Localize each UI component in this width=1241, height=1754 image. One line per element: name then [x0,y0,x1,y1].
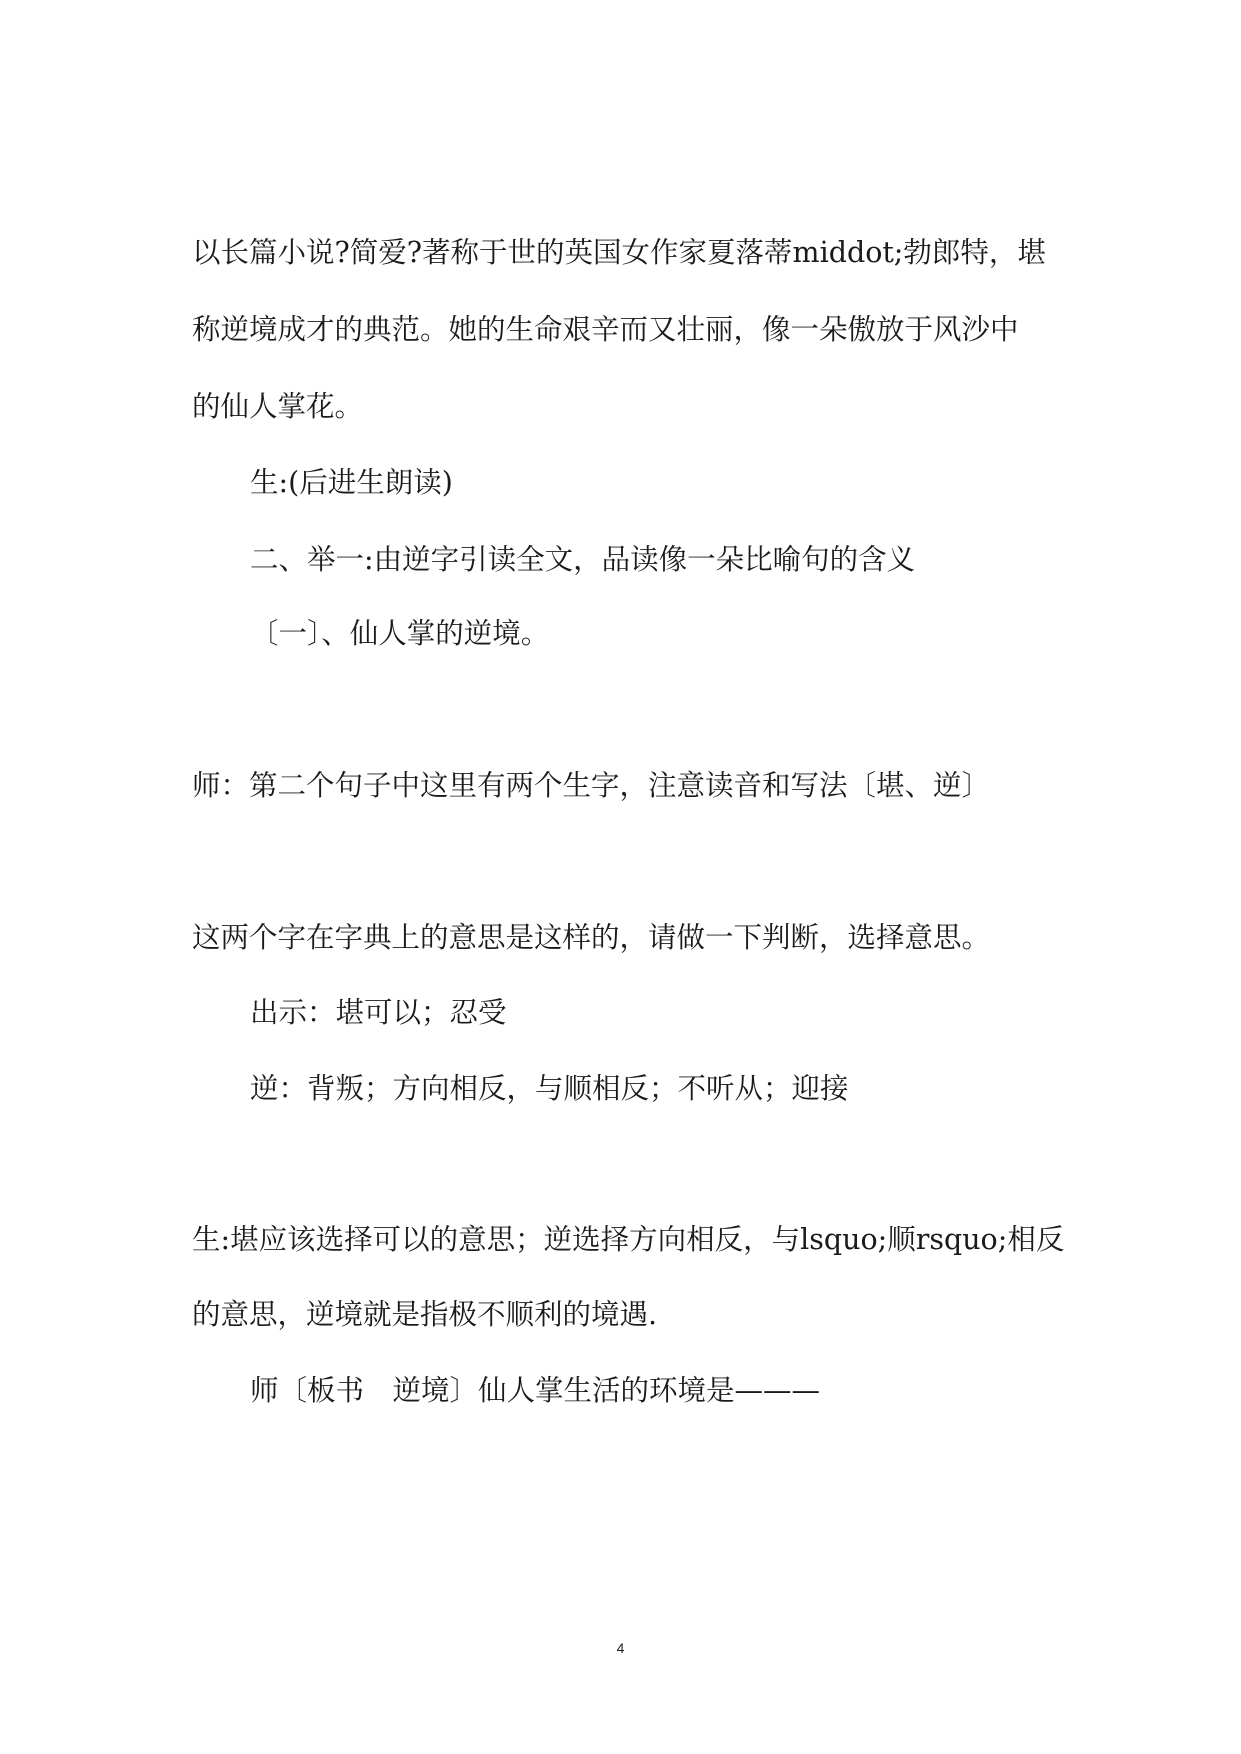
text-line: 师：第二个句子中这里有两个生字，注意读音和写法〔堪、逆〕 [192,769,991,802]
section-heading: 二、举一:由逆字引读全文，品读像一朵比喻句的含义 [250,543,916,576]
text-line: 这两个字在字典上的意思是这样的，请做一下判断，选择意思。 [192,921,991,954]
text-line: 生:(后进生朗读) [250,466,453,499]
text-line: 师〔板书 逆境〕仙人掌生活的环境是——— [250,1374,821,1407]
text-line: 的仙人掌花。 [192,390,364,423]
text-line: 生:堪应该选择可以的意思；逆选择方向相反，与lsquo;顺rsquo;相反 [192,1223,1065,1256]
text-line: 以长篇小说?简爱?著称于世的英国女作家夏落蒂middot;勃郎特，堪 [192,236,1046,269]
text-line: 逆：背叛；方向相反，与顺相反；不听从；迎接 [250,1072,849,1105]
text-line: 称逆境成才的典范。她的生命艰辛而又壮丽，像一朵傲放于风沙中 [192,313,1019,346]
text-line: 出示：堪可以；忍受 [250,996,507,1029]
text-line: 的意思，逆境就是指极不顺利的境遇. [192,1298,658,1331]
subsection-heading: 〔一〕、仙人掌的逆境。 [250,617,550,650]
page-number: 4 [616,1640,625,1656]
